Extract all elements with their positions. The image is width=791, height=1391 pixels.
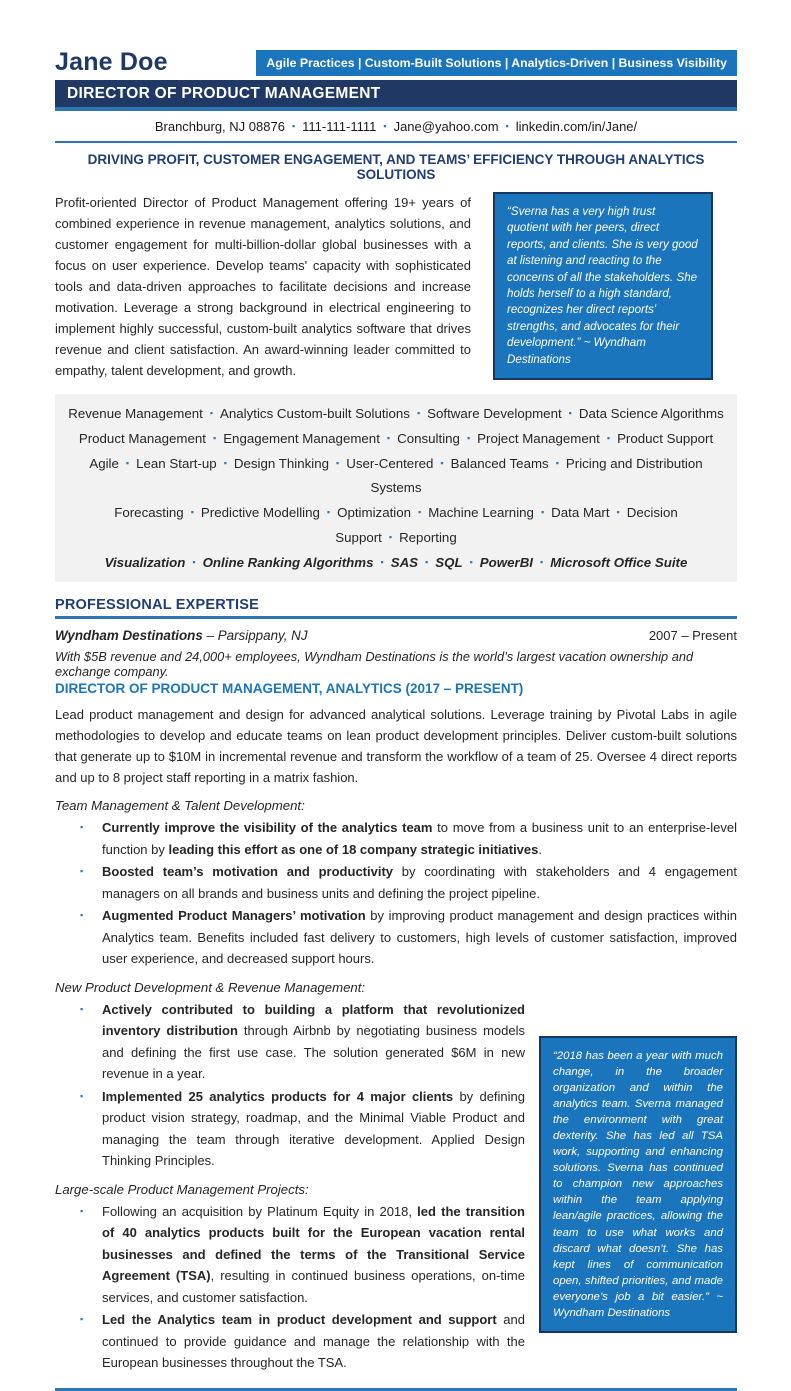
divider-line bbox=[55, 141, 737, 143]
bullet-item: ▪ Implemented 25 analytics products for 4 major clients by defining product vision strategy, roadmap, and the Minimal Viable Product and managing the team through iterative development. Applied Design Thinking Principles. bbox=[102, 1086, 737, 1172]
skill-term: Decision Support bbox=[335, 505, 678, 545]
skills-line bbox=[63, 550, 729, 575]
square-bullet-icon: ▪ bbox=[568, 408, 572, 418]
skill-term: Product Support bbox=[617, 431, 714, 446]
square-bullet-icon: ▪ bbox=[418, 507, 422, 517]
contact-item: Branchburg, NJ 08876 bbox=[154, 119, 285, 134]
role-overview-paragraph: Lead product management and design for advanced analytical solutions. Leverage training by Pivotal Labs in agile methodologies to develop and educate teams on lean product development principles. Deliver custom-built solutions that generate up to $10M in incremental revenue and transform the workflow of a team of 25. Oversee 4 direct reports and up to 8 project staff reporting in a matrix fashion. bbox=[55, 707, 737, 785]
square-bullet-icon: ▪ bbox=[440, 458, 444, 468]
square-bullet-icon: ▪ bbox=[209, 408, 214, 418]
candidate-name: Jane Doe bbox=[55, 48, 168, 76]
skill-term: User-Centered bbox=[346, 456, 434, 471]
bullet-item: ▪ Actively contributed to building a platform that revolutionized inventory distribution through Airbnb by negotiating business models and defining the first use case. The solution generated $6M in new revenue in a year. bbox=[102, 999, 737, 1085]
employment-dates: 2007 – Present bbox=[648, 628, 737, 643]
square-bullet-icon: ▪ bbox=[555, 458, 559, 468]
square-bullet-icon: ▪ bbox=[386, 433, 391, 443]
skill-term: Product Management bbox=[78, 431, 206, 446]
skill-term: Design Thinking bbox=[233, 456, 330, 471]
square-bullet-icon: ▪ bbox=[125, 458, 130, 468]
square-bullet-icon: ▪ bbox=[291, 121, 296, 131]
skill-term: SQL bbox=[435, 555, 463, 570]
skill-term: Consulting bbox=[397, 431, 460, 446]
skill-term: Reporting bbox=[399, 530, 457, 545]
skills-line bbox=[63, 451, 729, 500]
square-bullet-icon: ▪ bbox=[540, 557, 544, 567]
skill-term: Data Mart bbox=[551, 505, 610, 520]
square-bullet-icon: ▪ bbox=[212, 433, 217, 443]
company-row bbox=[55, 628, 737, 643]
square-bullet-icon: ▪ bbox=[80, 910, 84, 920]
skill-term: SAS bbox=[390, 555, 419, 570]
skills-line bbox=[63, 500, 729, 550]
tagline-banner: Agile Practices | Custom-Built Solutions | Analytics-Driven | Business Visibility bbox=[256, 50, 737, 76]
square-bullet-icon: ▪ bbox=[505, 121, 509, 131]
bottom-divider-line bbox=[55, 1388, 737, 1391]
skill-term: Lean Start-up bbox=[136, 456, 217, 471]
contact-item: Jane@yahoo.com bbox=[393, 119, 499, 134]
group-title: Large-scale Product Management Projects: bbox=[55, 1181, 309, 1197]
square-bullet-icon: ▪ bbox=[540, 507, 545, 517]
testimonial-quote-1: “Sverna has a very high trust quotient with her peers, direct reports, and clients. She is very good at listening and reacting to the concerns of all the stakeholders. She holds herself to a high standard, recognizes her direct reports' strengths, and advocates for their development.” ~ Wyndham Destinations bbox=[493, 192, 713, 380]
skill-term: Project Management bbox=[477, 431, 600, 446]
company-and-location bbox=[55, 628, 308, 643]
skill-term: Microsoft Office Suite bbox=[550, 555, 688, 570]
skill-term: Pricing and Distribution Systems bbox=[370, 456, 703, 495]
summary-paragraph: Profit-oriented Director of Product Management offering 19+ years of combined experience in revenue management, analytics solutions, and customer engagement for multi-billion-dollar global businesses with a focus on user experience. Develop teams' capacity with sophisticated tools and data-driven approaches to facilitate decisions and increase motivation. Leverage a strong background in electrical engineering to implement highly successful, custom-built analytics software that drives revenue and client satisfaction. An award-winning leader committed to empathy, talent development, and growth. bbox=[55, 195, 471, 378]
square-bullet-icon: ▪ bbox=[326, 507, 331, 517]
square-bullet-icon: ▪ bbox=[469, 557, 473, 567]
company-location: – Parsippany, NJ bbox=[202, 628, 308, 643]
skill-term: Revenue Management bbox=[68, 406, 203, 421]
group-title: New Product Development & Revenue Management: bbox=[55, 979, 366, 995]
bullet-item: ▪ Augmented Product Managers’ motivation by improving product management and design practices within Analytics team. Benefits included fast delivery to customers, high levels of customer satisfaction, improved user experience, and decreased support hours. bbox=[102, 905, 737, 970]
square-bullet-icon: ▪ bbox=[223, 458, 227, 468]
square-bullet-icon: ▪ bbox=[380, 557, 384, 567]
experience-group-first bbox=[55, 798, 737, 970]
square-bullet-icon: ▪ bbox=[388, 532, 393, 542]
bullet-item: ▪ Boosted team’s motivation and productivity by coordinating with stakeholders and 4 engagement managers on all brands and business units and defining the project pipeline. bbox=[102, 861, 737, 904]
square-bullet-icon: ▪ bbox=[336, 458, 340, 468]
contact-item: 111-111-1111 bbox=[302, 119, 377, 134]
skills-line bbox=[63, 426, 729, 451]
testimonial-quote-2: “2018 has been a year with much change, in the broader organization and within the analytics team. Sverna managed the environment with great dexterity. She has led all TSA work, supporting and enhancing solutions. Sverna has continued to champion new approaches within the team applying lean/agile practices, allowing the team to use what works and discard what doesn’t. She has kept lines of communication open, shifted priorities, and made everyone’s job a bit easier.” ~ Wyndham Destinations bbox=[539, 1036, 737, 1334]
skill-term: Optimization bbox=[337, 505, 412, 520]
bullet-item: ▪ Following an acquisition by Platinum Equity in 2018, led the transition of 40 analytics products built for the European vacation rental businesses and defined the terms of the Transitional Service Agreement (TSA), resulting in continued business operations, on-time services, and customer satisfaction. bbox=[102, 1201, 737, 1309]
skill-term: PowerBI bbox=[479, 555, 533, 570]
skill-term: Online Ranking Algorithms bbox=[202, 555, 374, 570]
company-name: Wyndham Destinations bbox=[55, 628, 203, 643]
skill-term: Machine Learning bbox=[428, 505, 534, 520]
square-bullet-icon: ▪ bbox=[80, 866, 84, 876]
branding-headline: DRIVING PROFIT, CUSTOMER ENGAGEMENT, AND TEAMS’ EFFICIENCY THROUGH ANALYTICS SOLUTIONS bbox=[87, 152, 705, 182]
square-bullet-icon: ▪ bbox=[80, 1003, 84, 1014]
skill-term: Forecasting bbox=[114, 505, 184, 520]
header bbox=[55, 48, 737, 77]
square-bullet-icon: ▪ bbox=[416, 408, 421, 418]
square-bullet-icon: ▪ bbox=[80, 1205, 84, 1216]
skill-term: Analytics Custom-built Solutions bbox=[220, 406, 410, 421]
company-description: With $5B revenue and 24,000+ employees, Wyndham Destinations is the world’s largest vacation ownership and exchange company. bbox=[55, 649, 694, 679]
skill-term: Engagement Management bbox=[223, 431, 380, 446]
contact-line bbox=[55, 119, 737, 134]
summary-section bbox=[55, 192, 737, 381]
role-title: DIRECTOR OF PRODUCT MANAGEMENT, ANALYTICS (2017 – PRESENT) bbox=[55, 681, 524, 696]
skill-term: Data Science Algorithms bbox=[578, 406, 724, 421]
square-bullet-icon: ▪ bbox=[192, 557, 196, 567]
skills-line bbox=[63, 401, 729, 426]
square-bullet-icon: ▪ bbox=[80, 1090, 84, 1101]
skill-term: Balanced Teams bbox=[450, 456, 549, 471]
skill-term: Agile bbox=[89, 456, 119, 471]
square-bullet-icon: ▪ bbox=[80, 1314, 84, 1324]
square-bullet-icon: ▪ bbox=[466, 433, 471, 443]
bullet-item: ▪ Led the Analytics team in product development and support and continued to provide guidance and manage the relationship with the European businesses throughout the TSA. bbox=[102, 1309, 737, 1374]
section-title-professional-expertise: PROFESSIONAL EXPERTISE bbox=[55, 597, 737, 619]
square-bullet-icon: ▪ bbox=[606, 433, 611, 443]
experience-groups-with-quote bbox=[55, 980, 737, 1375]
bullet-item: ▪ Currently improve the visibility of the analytics team to move from a business unit to an enterprise-level function by leading this effort as one of 18 company strategic initiatives. bbox=[102, 817, 737, 860]
square-bullet-icon: ▪ bbox=[616, 507, 620, 517]
square-bullet-icon: ▪ bbox=[425, 557, 429, 567]
group-title: Team Management & Talent Development: bbox=[55, 798, 305, 813]
square-bullet-icon: ▪ bbox=[190, 507, 194, 517]
skill-term: Predictive Modelling bbox=[200, 505, 320, 520]
skill-term: Visualization bbox=[104, 555, 186, 570]
skill-term: Software Development bbox=[427, 406, 562, 421]
contact-item: linkedin.com/in/Jane/ bbox=[515, 119, 638, 134]
square-bullet-icon: ▪ bbox=[383, 121, 387, 131]
square-bullet-icon: ▪ bbox=[80, 822, 84, 832]
skills-keyword-block bbox=[55, 394, 737, 582]
job-title-bar: DIRECTOR OF PRODUCT MANAGEMENT bbox=[55, 80, 737, 111]
